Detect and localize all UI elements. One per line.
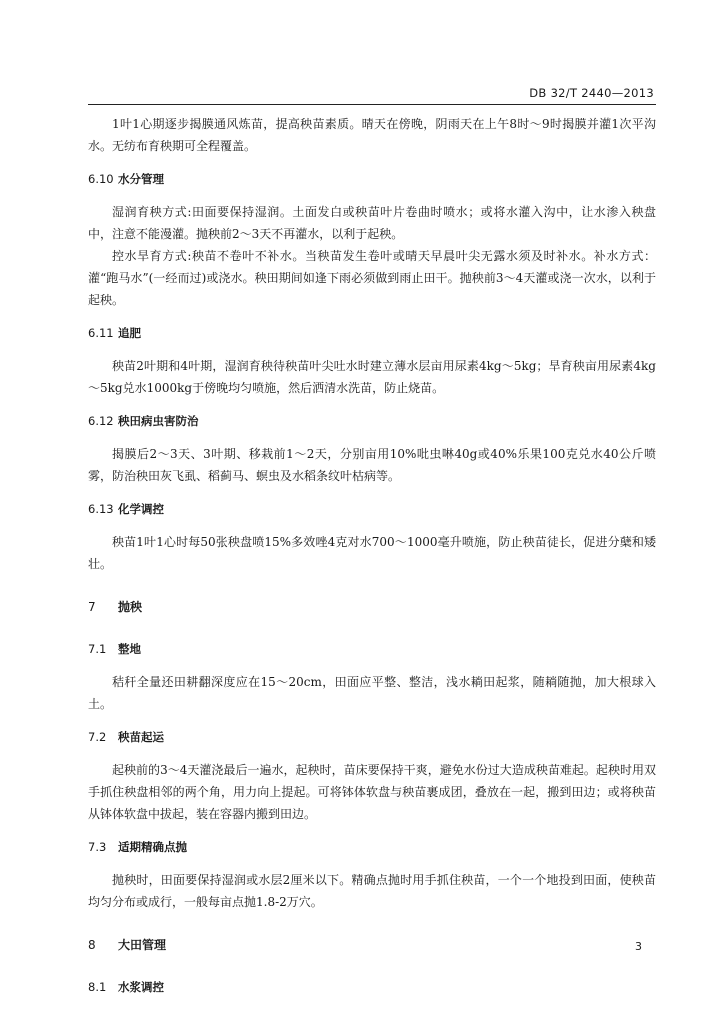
section-heading-6-13 — [88, 499, 656, 519]
page-number: 3 — [635, 940, 642, 953]
paragraph-dry-nursery: 控水旱育方式:秧苗不卷叶不补水。当秧苗发生卷叶或晴天早晨叶尖无露水须及时补水。补水方式：灌“跑马水”(一经而过)或浇水。秧田期间如逢下雨必须做到雨止田干。抛秧前3～4天灌或浇一次水，以利于起秧。 — [88, 249, 656, 307]
chapter-title: 抛秧 — [118, 600, 143, 614]
section-heading-7-1 — [88, 639, 656, 659]
paragraph-seedling-transport: 起秧前的3～4天灌浇最后一遍水，起秧时，苗床要保持干爽，避免水份过大造成秧苗难起。起秧时用双手抓住秧盘相邻的两个角，用力向上提起。可将钵体软盘与秧苗裹成团，叠放在一起，搬到田边；或将秧苗从钵体软盘中拔起，装在容器内搬到田边。 — [88, 763, 656, 821]
paragraph-precise-throwing: 抛秧时，田面要保持湿润或水层2厘米以下。精确点抛时用手抓住秧苗，一个一个地投到田面，使秧苗均匀分布或成行，一般每亩点抛1.8-2万穴。 — [88, 873, 656, 909]
section-title: 整地 — [118, 642, 141, 656]
section-title: 秧田病虫害防治 — [118, 414, 199, 428]
section-title: 追肥 — [118, 326, 141, 340]
chapter-title: 大田管理 — [118, 938, 167, 952]
section-number: 7.1 — [88, 642, 107, 656]
section-number: 6.11 — [88, 326, 114, 340]
section-heading-7-2 — [88, 727, 656, 747]
section-number: 7.2 — [88, 730, 107, 744]
paragraph-land-preparation: 秸秆全量还田耕翻深度应在15～20cm，田面应平整、整洁，浅水耥田起浆，随耥随抛，加大根球入土。 — [88, 675, 656, 711]
section-heading-8-1 — [88, 977, 656, 997]
intro-paragraph: 1叶1心期逐步揭膜通风炼苗，提高秧苗素质。晴天在傍晚，阴雨天在上午8时～9时揭膜并灌1次平沟水。无纺布育秧期可全程覆盖。 — [88, 117, 656, 153]
section-title: 适期精确点抛 — [118, 840, 187, 854]
chapter-heading-7 — [88, 597, 656, 617]
document-code: DB 32/T 2440—2013 — [529, 86, 654, 100]
section-heading-6-10 — [88, 169, 656, 189]
section-title: 水浆调控 — [118, 980, 164, 994]
section-heading-6-12 — [88, 411, 656, 431]
header-rule — [88, 104, 656, 105]
section-number: 8.1 — [88, 980, 107, 994]
section-number: 6.12 — [88, 414, 114, 428]
paragraph-wet-nursery: 湿润育秧方式:田面要保持湿润。土面发白或秧苗叶片卷曲时喷水；或将水灌入沟中，让水渗入秧盘中，注意不能漫灌。抛秧前2～3天不再灌水，以利于起秧。 — [88, 205, 656, 241]
chapter-heading-8 — [88, 935, 656, 955]
chapter-number: 7 — [88, 600, 96, 614]
section-title: 水分管理 — [118, 172, 164, 186]
paragraph-top-dressing: 秧苗2叶期和4叶期，湿润育秧待秧苗叶尖吐水时建立薄水层亩用尿素4kg～5kg；旱育秧亩用尿素4kg～5kg兑水1000kg于傍晚均匀喷施，然后洒清水洗苗，防止烧苗。 — [88, 359, 656, 395]
section-heading-7-3 — [88, 837, 656, 857]
page-content — [88, 113, 656, 997]
section-title: 秧苗起运 — [118, 730, 164, 744]
section-number: 7.3 — [88, 840, 107, 854]
paragraph-chemical-control: 秧苗1叶1心时每50张秧盘喷15%多效唑4克对水700～1000毫升喷施，防止秧苗徒长，促进分蘖和矮壮。 — [88, 535, 656, 571]
section-title: 化学调控 — [118, 502, 164, 516]
section-heading-6-11 — [88, 323, 656, 343]
chapter-number: 8 — [88, 938, 96, 952]
paragraph-pest-control: 揭膜后2～3天、3叶期、移栽前1～2天，分别亩用10%吡虫啉40g或40%乐果100克兑水40公斤喷雾，防治秧田灰飞虱、稻蓟马、螟虫及水稻条纹叶枯病等。 — [88, 447, 656, 483]
section-number: 6.10 — [88, 172, 114, 186]
section-number: 6.13 — [88, 502, 114, 516]
